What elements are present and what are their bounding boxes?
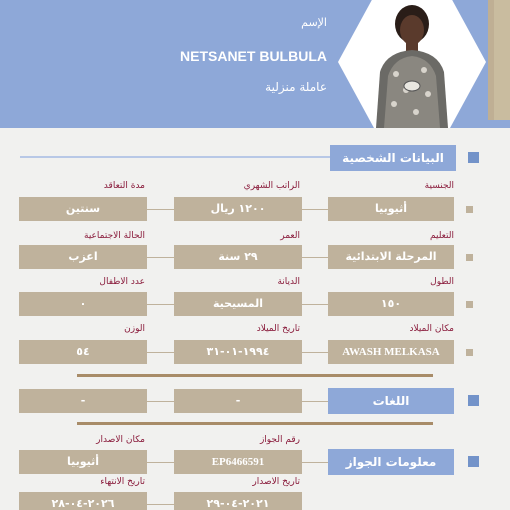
label-religion: الديانة [277,277,300,287]
label-issue-place: مكان الاصدار [96,435,145,445]
label-birthplace: مكان الميلاد [409,324,454,334]
label-age: العمر [280,231,300,241]
field-issue-place: أثيوبيا [19,450,147,474]
label-passport-number: رقم الجواز [259,435,300,445]
section-title-personal: البيانات الشخصية [330,145,456,171]
section-divider [77,374,433,377]
row-bullet [466,301,473,308]
field-language-2: - [174,389,302,413]
section-title-languages: اللغات [328,388,454,414]
field-birthdate: ١٩٩٤-٠١-٣١ [174,340,302,364]
label-birthdate: تاريخ الميلاد [256,324,300,334]
connector [147,304,174,305]
candidate-name: NETSANET BULBULA [180,48,327,64]
section-marker [468,152,479,163]
label-marital: الحالة الاجتماعية [84,231,145,241]
label-expiry-date: تاريخ الانتهاء [100,477,145,487]
field-birthplace: AWASH MELKASA [328,340,454,364]
section-divider [77,422,433,425]
field-expiry-date: ٢٠٢٦-٠٤-٢٨ [19,492,147,510]
decorative-strip-inner [494,0,510,120]
connector [302,462,328,463]
field-height: ١٥٠ [328,292,454,316]
label-nationality: الجنسية [424,181,454,191]
field-contract: سنتين [19,197,147,221]
row-bullet [466,254,473,261]
field-passport-number: EP6466591 [174,450,302,474]
field-age: ٢٩ سنة [174,245,302,269]
label-weight: الوزن [124,324,145,334]
section-line [20,156,330,158]
field-nationality: أثيوبيا [328,197,454,221]
field-marital: اعزب [19,245,147,269]
connector [147,352,174,353]
label-height: الطول [430,277,454,287]
connector [302,304,328,305]
row-bullet [466,349,473,356]
label-issue-date: تاريخ الاصدار [252,477,300,487]
field-children: ٠ [19,292,147,316]
connector [302,257,328,258]
connector [147,504,174,505]
connector [147,401,174,402]
field-religion: المسيحية [174,292,302,316]
name-label: الإسم [301,16,327,29]
field-issue-date: ٢٠٢١-٠٤-٢٩ [174,492,302,510]
field-language-1: - [19,389,147,413]
connector [302,352,328,353]
section-marker [468,456,479,467]
connector [302,401,328,402]
row-bullet [466,206,473,213]
connector [302,209,328,210]
label-education: التعليم [430,231,454,241]
field-salary: ١٢٠٠ ريال [174,197,302,221]
section-marker [468,395,479,406]
section-title-passport: معلومات الجواز [328,449,454,475]
label-salary: الراتب الشهري [243,181,300,191]
profile-photo [336,0,488,130]
connector [147,462,174,463]
connector [147,209,174,210]
field-weight: ٥٤ [19,340,147,364]
label-children: عدد الاطفال [99,277,145,287]
connector [147,257,174,258]
label-contract: مدة التعاقد [103,181,145,191]
job-title: عاملة منزلية [265,80,327,94]
field-education: المرحلة الابتدائية [328,245,454,269]
